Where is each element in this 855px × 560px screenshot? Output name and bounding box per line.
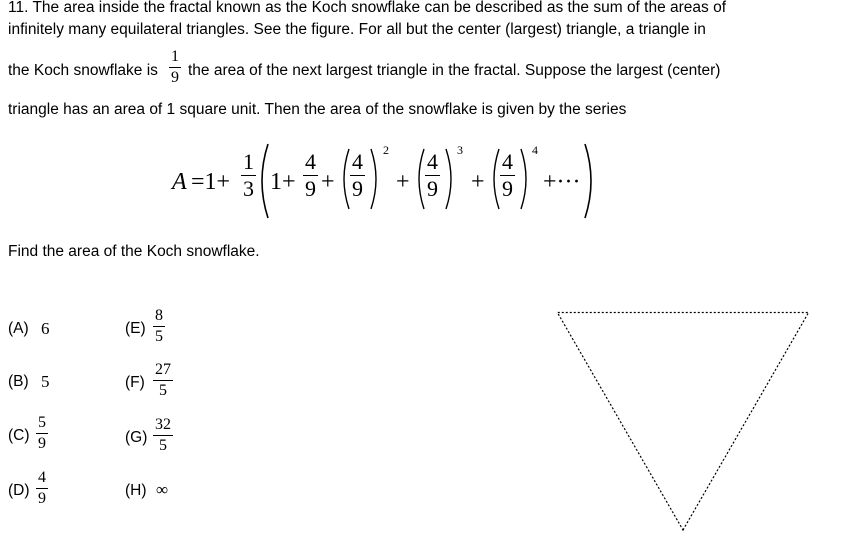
choice-e-numerator: 8: [155, 307, 163, 324]
big-right-paren: [583, 143, 597, 219]
problem-line-3-start: the Koch snowflake is: [8, 62, 158, 79]
choice-e-fraction: [153, 308, 165, 345]
term-4-right-paren: [519, 148, 531, 210]
formula-tail: +···: [543, 169, 581, 195]
choice-e-bar: [153, 326, 165, 327]
problem-line-4: triangle has an area of 1 square unit. Then the area of the snowflake is given by the series: [8, 101, 627, 118]
plus-sign-1: +: [321, 169, 335, 195]
problem-text-1: The area inside the fractal known as the Koch snowflake can be described as the sum of the areas of: [32, 0, 727, 16]
term-4-fraction: [500, 151, 515, 200]
choice-f-fraction: [153, 362, 173, 399]
choice-d-numerator: 4: [38, 469, 46, 486]
choice-e-label: (E): [125, 320, 146, 337]
choice-f-numerator: 27: [155, 361, 171, 378]
series-formula: [0, 0, 855, 230]
choice-h-label: (H): [125, 482, 147, 499]
choice-g-label: (G): [125, 429, 148, 446]
term-3-numerator: 4: [427, 149, 438, 174]
choice-f-denominator: 5: [159, 382, 167, 400]
term-4-denominator: 9: [502, 176, 513, 202]
formula-lhs: A: [172, 169, 187, 195]
question-text: Find the area of the Koch snowflake.: [8, 243, 260, 260]
fraction-denominator: 9: [171, 69, 179, 87]
koch-center-triangle: [557, 313, 808, 531]
plus-sign-3: +: [471, 169, 485, 195]
choice-h-value: ∞: [156, 480, 169, 499]
choice-c-bar: [36, 433, 48, 434]
term-2-numerator: 4: [352, 149, 363, 174]
choice-c-fraction: [36, 415, 48, 452]
exponent-2: 2: [383, 143, 389, 157]
choice-a-value: 6: [41, 319, 50, 338]
term-2-fraction: [350, 151, 365, 200]
outer-numerator: 1: [243, 149, 254, 174]
choice-g-denominator: 5: [159, 437, 167, 455]
choice-f-label: (F): [125, 374, 145, 391]
exponent-4: 4: [532, 143, 538, 157]
choice-g-bar: [153, 435, 173, 436]
choice-c-numerator: 5: [38, 414, 46, 431]
choice-d-label: (D): [8, 482, 30, 499]
formula-outer-fraction: [241, 151, 256, 200]
choice-g-numerator: 32: [155, 416, 171, 433]
outer-denominator: 3: [243, 176, 254, 202]
koch-snowflake-figure: [531, 216, 835, 554]
term-1-fraction: [303, 151, 318, 200]
term-2-denominator: 9: [352, 176, 363, 202]
term-4-numerator: 4: [502, 149, 513, 174]
choice-b-value: 5: [41, 372, 50, 391]
term-3-denominator: 9: [427, 176, 438, 202]
plus-sign-2: +: [396, 169, 410, 195]
choice-g-fraction: [153, 417, 173, 454]
problem-number: 11.: [8, 0, 29, 16]
term-1-numerator: 4: [305, 149, 316, 174]
problem-line-2: infinitely many equilateral triangles. See the figure. For all but the center (largest) triangle, a triangle in: [8, 21, 706, 38]
choice-f-bar: [153, 380, 173, 381]
choice-c-label: (C): [8, 427, 30, 444]
term-3-right-paren: [444, 148, 456, 210]
formula-one-plus: 1+: [270, 169, 296, 195]
choice-b-label: (B): [8, 373, 29, 390]
choice-e-denominator: 5: [155, 328, 163, 346]
problem-line-3-end: the area of the next largest triangle in the fractal. Suppose the largest (center): [188, 62, 721, 79]
term-1-denominator: 9: [305, 176, 316, 202]
choice-d-bar: [36, 488, 48, 489]
formula-equals-one-plus: =1+: [191, 169, 231, 195]
term-2-right-paren: [369, 148, 381, 210]
choice-d-fraction: [36, 470, 48, 507]
choice-c-denominator: 9: [38, 435, 46, 453]
fraction-numerator: 1: [171, 48, 179, 65]
big-left-paren: [256, 143, 270, 219]
term-3-fraction: [425, 151, 440, 200]
choice-d-denominator: 9: [38, 490, 46, 508]
exponent-3: 3: [457, 143, 463, 157]
choice-a-label: (A): [8, 320, 29, 337]
